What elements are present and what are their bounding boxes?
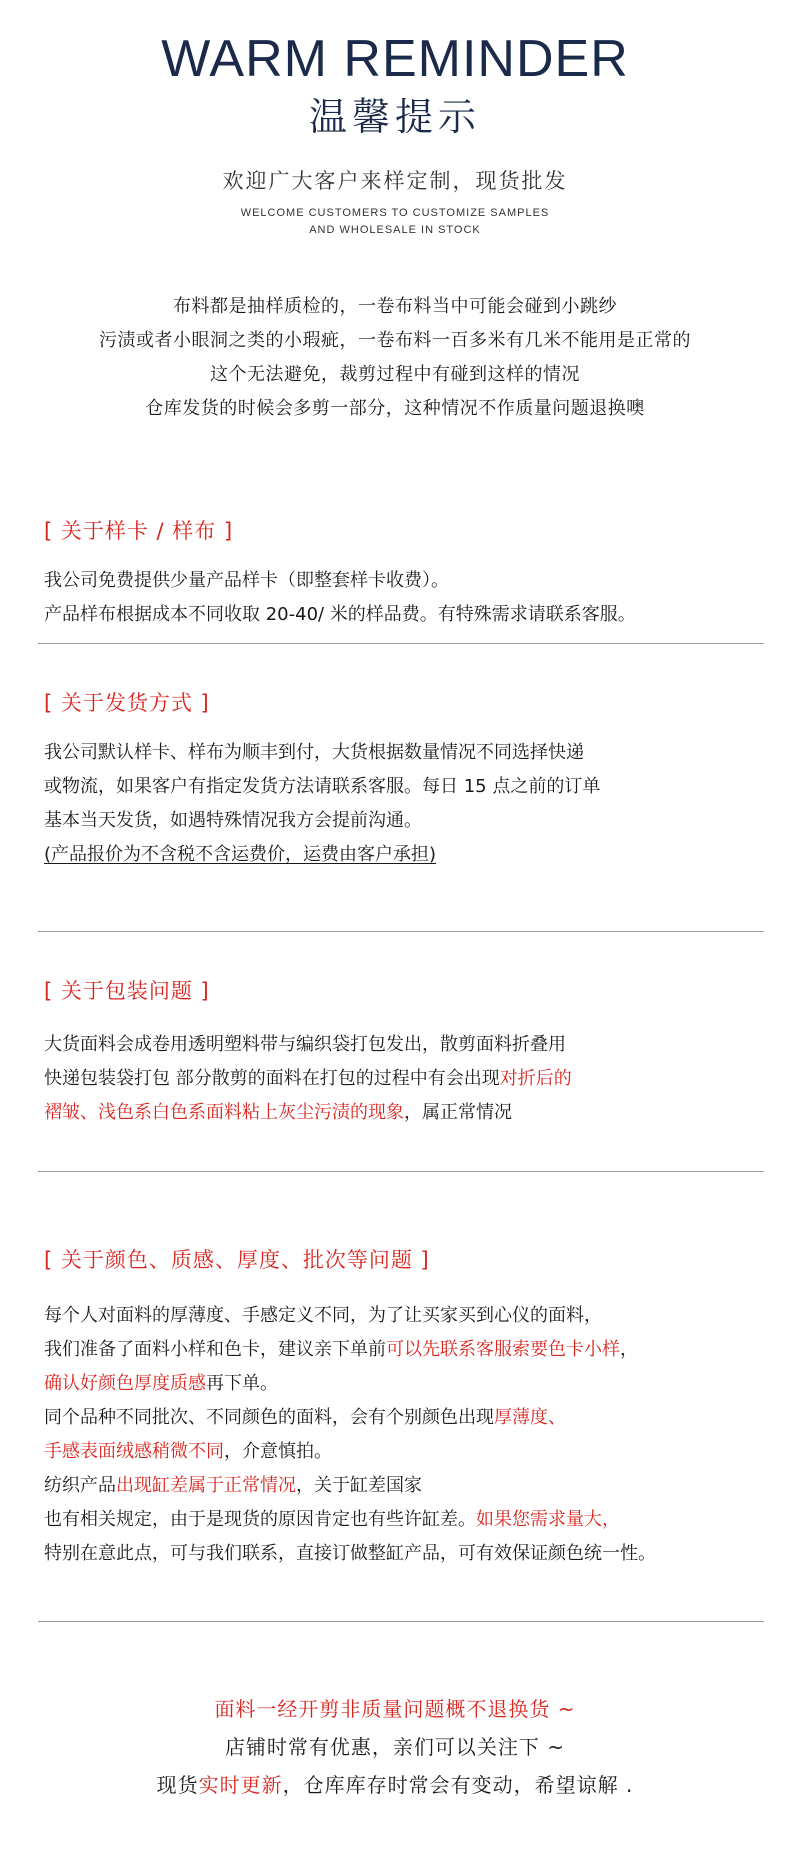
divider [38, 643, 764, 644]
section-line [44, 1469, 764, 1503]
highlight-text: 褶皱、浅色系白色系面料粘上灰尘污渍的现象 [44, 1102, 404, 1123]
highlight-text: 对折后的 [499, 1068, 572, 1089]
section-line: 我公司默认样卡、样布为顺丰到付，大货根据数量情况不同选择快递 [44, 742, 584, 763]
section-samples [44, 516, 764, 632]
text-segment: 现货 [156, 1773, 199, 1797]
text-segment: 纺织产品 [44, 1475, 116, 1496]
section-body-color [44, 1299, 764, 1571]
section-line [44, 1503, 764, 1537]
footer-line: 面料一经开剪非质量问题概不退换货 ~ [214, 1697, 576, 1721]
intro-line: 布料都是抽样质检的，一卷布料当中可能会碰到小跳纱 [173, 296, 617, 317]
highlight-text: 可以先联系客服索要色卡小样 [386, 1339, 620, 1360]
section-line [44, 1435, 764, 1469]
intro-line: 这个无法避免，裁剪过程中有碰到这样的情况 [210, 364, 580, 385]
footer-notice [0, 1690, 790, 1804]
section-line: 或物流，如果客户有指定发货方法请联系客服。每日 15 点之前的订单 [44, 776, 601, 797]
title-chinese: 温馨提示 [308, 95, 481, 139]
section-packaging [44, 976, 764, 1130]
section-line: 基本当天发货，如遇特殊情况我方会提前沟通。 [44, 810, 422, 831]
text-segment: ，关于缸差国家 [296, 1475, 422, 1496]
page-header [0, 28, 790, 239]
section-shipping [44, 688, 764, 872]
section-title-color: [ 关于颜色、质感、厚度、批次等问题 ] [44, 1248, 430, 1272]
intro-paragraph [0, 290, 790, 426]
section-body-samples [44, 564, 764, 632]
section-line: 每个人对面料的厚薄度、手感定义不同，为了让买家买到心仪的面料， [44, 1305, 602, 1326]
footer-line [0, 1766, 790, 1804]
text-segment: ， [620, 1339, 638, 1360]
divider [38, 931, 764, 932]
intro-line: 污渍或者小眼洞之类的小瑕疵，一卷布料一百多米有几米不能用是正常的 [99, 330, 691, 351]
divider [38, 1621, 764, 1622]
section-line [44, 1333, 764, 1367]
text-segment: 我们准备了面料小样和色卡，建议亲下单前 [44, 1339, 386, 1360]
section-line [44, 1367, 764, 1401]
subtitle-english [0, 205, 790, 239]
text-segment: ，介意慎拍。 [224, 1441, 332, 1462]
highlight-text: 实时更新 [198, 1773, 283, 1797]
section-line: 特别在意此点，可与我们联系，直接订做整缸产品，可有效保证颜色统一性。 [44, 1543, 656, 1564]
divider [38, 1171, 764, 1172]
text-segment: 同个品种不同批次、不同颜色的面料，会有个别颜色出现 [44, 1407, 494, 1428]
section-title-packaging: [ 关于包装问题 ] [44, 979, 210, 1003]
title-english: WARM REMINDER [161, 30, 629, 88]
section-line: 产品样布根据成本不同收取 20-40/ 米的样品费。有特殊需求请联系客服。 [44, 604, 636, 625]
subtitle-english-line-1: WELCOME CUSTOMERS TO CUSTOMIZE SAMPLES [240, 207, 550, 219]
subtitle-english-line-2: AND WHOLESALE IN STOCK [309, 224, 481, 236]
highlight-text: 出现缸差属于正常情况 [116, 1475, 296, 1496]
footer-line: 店铺时常有优惠，亲们可以关注下 ~ [224, 1735, 566, 1759]
highlight-text: 厚薄度、 [494, 1407, 566, 1428]
text-segment: 也有相关规定，由于是现货的原因肯定也有些许缸差。 [44, 1509, 476, 1530]
text-segment: 再下单。 [206, 1373, 278, 1394]
subtitle-chinese: 欢迎广大客户来样定制，现货批发 [222, 169, 568, 193]
section-color [44, 1245, 764, 1571]
highlight-text: 手感表面绒感稍微不同 [44, 1441, 224, 1462]
section-line [44, 1096, 764, 1130]
section-line [44, 1401, 764, 1435]
highlight-text: 如果您需求量大， [476, 1509, 620, 1530]
section-line: 我公司免费提供少量产品样卡（即整套样卡收费）。 [44, 570, 449, 591]
highlight-text: 确认好颜色厚度质感 [44, 1373, 206, 1394]
section-body-shipping [44, 736, 764, 872]
section-line [44, 1062, 764, 1096]
intro-line: 仓库发货的时候会多剪一部分，这种情况不作质量问题退换噢 [145, 398, 645, 419]
section-title-shipping: [ 关于发货方式 ] [44, 691, 210, 715]
text-segment: ，属正常情况 [404, 1102, 512, 1123]
text-segment: 快递包装袋打包 部分散剪的面料在打包的过程中有会出现 [44, 1068, 500, 1089]
section-line: 大货面料会成卷用透明塑料带与编织袋打包发出，散剪面料折叠用 [44, 1034, 566, 1055]
shipping-price-note: (产品报价为不含税不含运费价，运费由客户承担) [44, 844, 437, 865]
section-title-samples: [ 关于样卡 / 样布 ] [44, 519, 234, 543]
section-body-packaging [44, 1028, 764, 1130]
text-segment: ，仓库库存时常会有变动，希望谅解 . [282, 1773, 634, 1797]
